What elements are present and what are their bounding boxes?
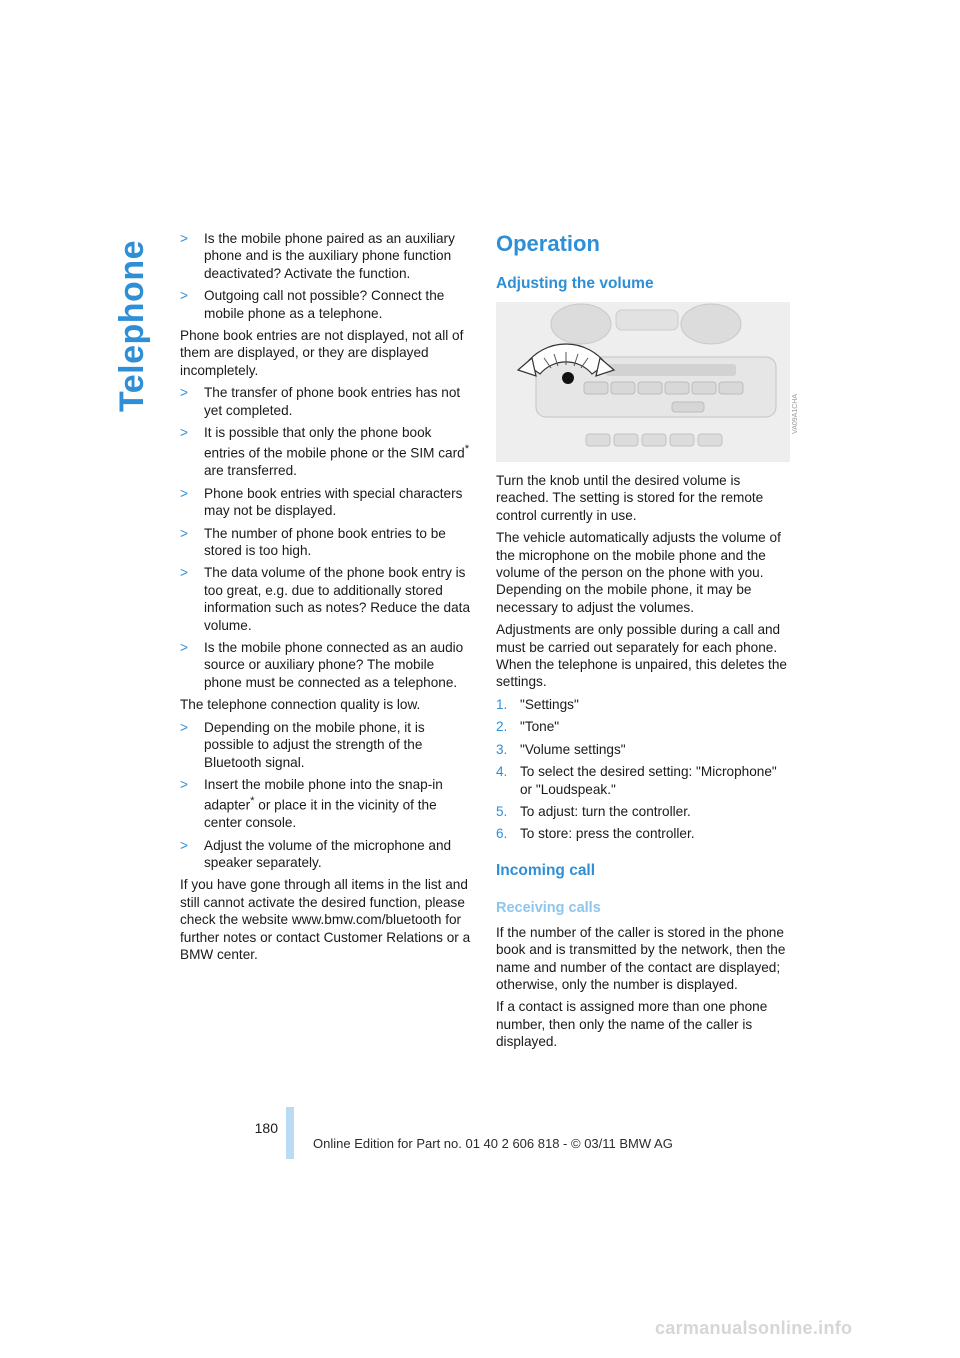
text-post: or place it in the vicinity of the center console. — [204, 797, 437, 831]
step-number: 6. — [496, 826, 508, 842]
volume-knob-illustration — [496, 302, 799, 462]
list-item — [180, 384, 472, 419]
list-item-text: The number of phone book entries to be stored is too high. — [204, 525, 446, 559]
paragraph-help: If you have gone through all items in the list and still cannot activate the desired function, please check the website www.bmw.com/bluetooth for further notes or contact Customer Relations or a BMW center. — [180, 877, 471, 963]
step-number: 1. — [496, 696, 508, 712]
optional-equipment-star: * — [464, 443, 470, 456]
step-item — [496, 763, 792, 798]
step-text: "Volume settings" — [520, 741, 626, 757]
list-item — [180, 525, 472, 560]
list-item — [180, 485, 472, 520]
bullet-marker: > — [180, 288, 188, 304]
page-number: 180 — [254, 1120, 278, 1136]
optional-equipment-star: * — [250, 795, 255, 808]
step-text: To select the desired setting: "Microphone" or "Loudspeak." — [520, 764, 777, 797]
list-item-text: Is the mobile phone connected as an audio source or auxiliary phone? The mobile phone must be connected as a telephone. — [204, 640, 464, 690]
list-item — [180, 719, 472, 771]
step-number: 4. — [496, 764, 508, 780]
step-text: "Tone" — [520, 719, 560, 735]
footer-bar — [286, 1107, 294, 1159]
bullet-marker: > — [180, 385, 188, 401]
text-post: are transferred. — [204, 463, 297, 479]
paragraph-auto-adjust: The vehicle automatically adjusts the volume of the microphone on the mobile phone and the volume of the person on the phone with you. Depending on the mobile phone, it may be necessary to adjust the volumes. — [496, 530, 781, 615]
step-text: To store: press the controller. — [520, 826, 695, 842]
list-item — [180, 230, 472, 282]
bullet-marker: > — [180, 719, 188, 735]
paragraph-caller: If the number of the caller is stored in the phone book and is transmitted by the network, then the name and number of the contact are displayed; otherwise, only the number is displayed. — [496, 924, 786, 992]
center-console-drawing — [496, 302, 790, 462]
paragraph-turn-knob: Turn the knob until the desired volume is reached. The setting is stored for the remote control currently in use. — [496, 473, 764, 523]
paragraph-adjustments: Adjustments are only possible during a call and must be carried out separately for each phone. When the telephone is unpaired, this deletes the settings. — [496, 622, 787, 690]
bullet-marker: > — [180, 425, 188, 441]
step-text: To adjust: turn the controller. — [520, 803, 691, 819]
paragraph-quality: The telephone connection quality is low. — [180, 697, 421, 713]
paragraph-phonebook: Phone book entries are not displayed, not all of them are displayed, or they are displayed incompletely. — [180, 328, 464, 378]
heading-receiving-calls: Receiving calls — [496, 899, 601, 916]
step-number: 2. — [496, 719, 508, 735]
list-item-text: The transfer of phone book entries has not yet completed. — [204, 385, 461, 418]
heading-incoming-call: Incoming call — [496, 861, 596, 879]
list-item-text — [204, 424, 472, 480]
step-item — [496, 741, 792, 758]
list-item-text: Depending on the mobile phone, it is possible to adjust the strength of the Bluetooth signal. — [204, 719, 425, 770]
paragraph-contact: If a contact is assigned more than one phone number, then only the name of the caller is displayed. — [496, 999, 768, 1050]
heading-operation: Operation — [496, 231, 600, 256]
step-item — [496, 718, 792, 735]
list-item — [180, 424, 472, 480]
bullet-marker: > — [180, 231, 188, 246]
left-column — [180, 230, 472, 969]
bullet-marker: > — [180, 525, 188, 541]
step-item — [496, 825, 792, 842]
step-number: 5. — [496, 803, 508, 819]
list-item-text — [204, 776, 472, 832]
site-watermark: carmanualsonline.info — [655, 1318, 853, 1338]
figure-code: VA09A1CHA — [791, 394, 799, 434]
step-item — [496, 696, 792, 713]
edition-footer: Online Edition for Part no. 01 40 2 606 818 - © 03/11 BMW AG — [313, 1136, 673, 1151]
list-item — [180, 639, 472, 691]
bullet-marker: > — [180, 776, 188, 792]
section-tab-label: Telephone — [112, 240, 151, 412]
bullet-marker: > — [180, 837, 188, 853]
step-text: "Settings" — [520, 696, 579, 712]
step-number: 3. — [496, 741, 508, 757]
list-item-text: Is the mobile phone paired as an auxiliary phone and is the auxiliary phone function deactivated? Activate the function. — [204, 231, 455, 281]
list-item-text: Phone book entries with special characters may not be displayed. — [204, 485, 463, 519]
section-tab — [102, 240, 162, 410]
list-item — [180, 776, 472, 832]
heading-adjusting-volume: Adjusting the volume — [496, 275, 654, 292]
bullet-marker: > — [180, 565, 188, 581]
list-item-text: Adjust the volume of the microphone and speaker separately. — [204, 837, 452, 871]
text-pre: It is possible that only the phone book entries of the mobile phone or the SIM card — [204, 425, 465, 461]
text-pre: Insert the mobile phone into the snap-in adapter — [204, 776, 443, 813]
list-item-text: Outgoing call not possible? Connect the mobile phone as a telephone. — [204, 288, 445, 321]
bullet-marker: > — [180, 485, 188, 501]
list-item — [180, 287, 472, 322]
right-column — [496, 230, 799, 1056]
bullet-marker: > — [180, 640, 188, 656]
list-item-text: The data volume of the phone book entry is too great, e.g. due to additionally stored information such as notes? Reduce the data volume. — [204, 565, 471, 633]
list-item — [180, 564, 472, 634]
list-item — [180, 837, 472, 872]
step-item — [496, 803, 792, 820]
